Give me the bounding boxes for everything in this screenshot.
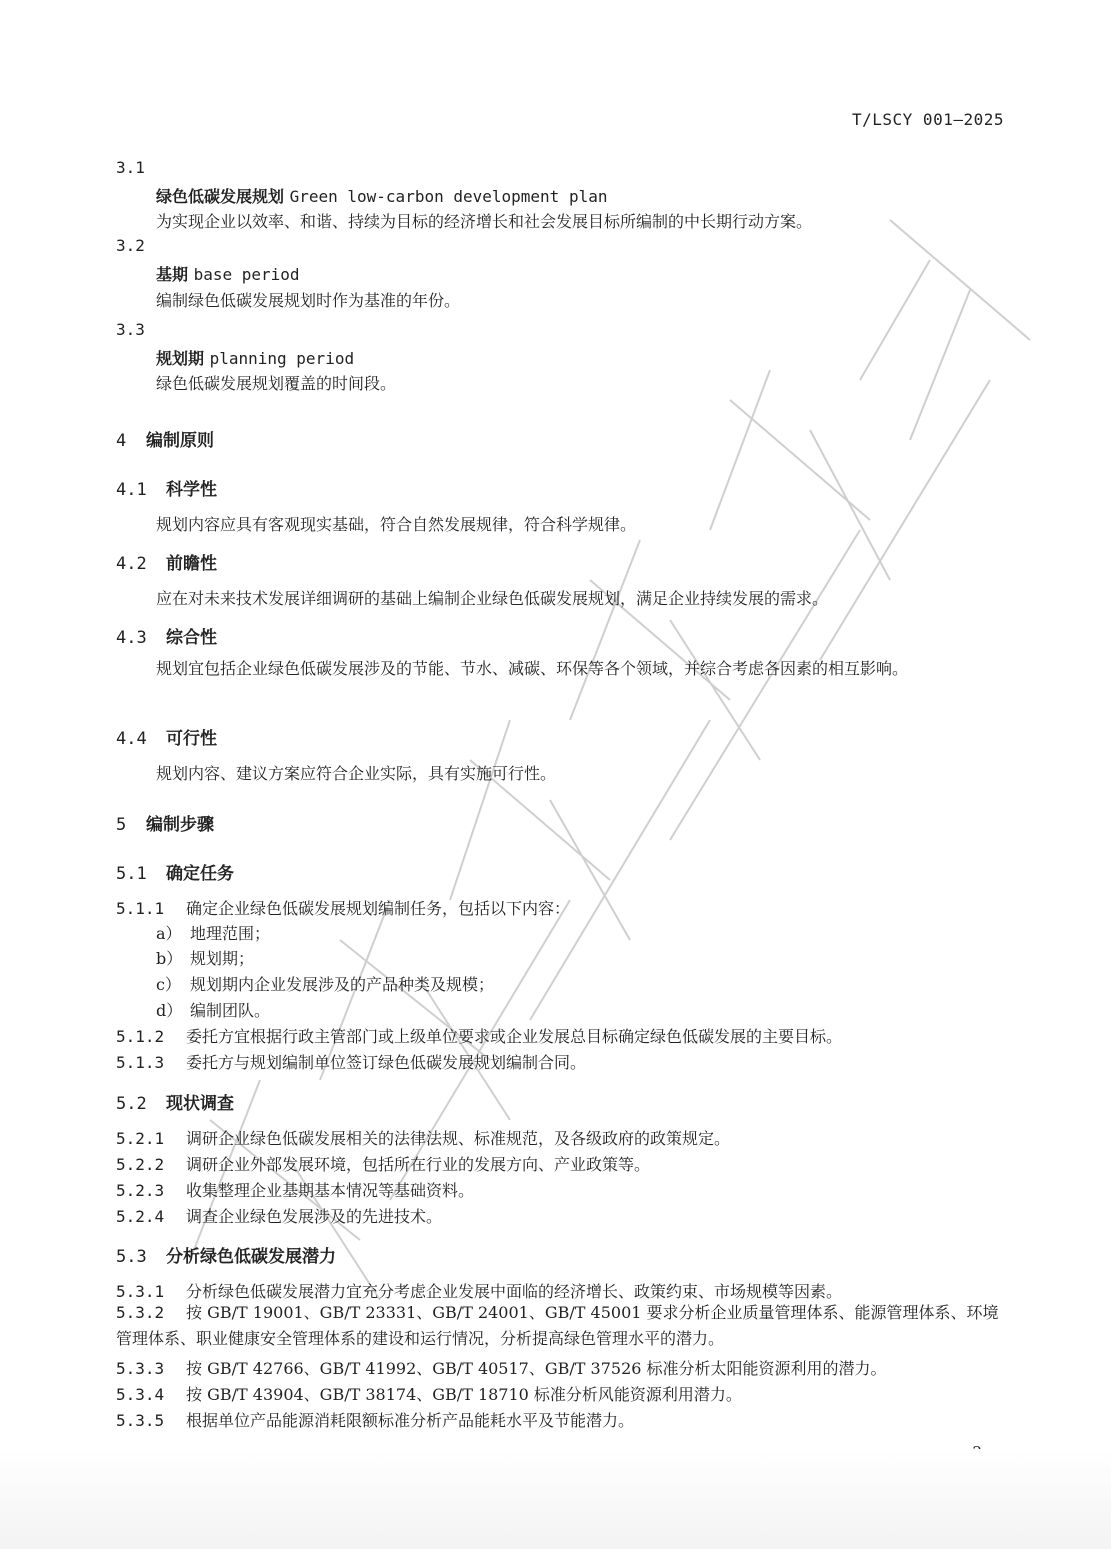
paragraph: 规划宜包括企业绿色低碳发展涉及的节能、节水、减碳、环保等各个领域，并综合考虑各因素的相互影响。 (156, 659, 909, 678)
list-text: 规划期； (190, 949, 255, 968)
clause (116, 896, 570, 919)
list-marker: b） (156, 949, 183, 968)
clause-text: 按 GB/T 43904、GB/T 38174、GB/T 18710 标准分析风能资源利用潜力。 (186, 1385, 742, 1404)
term-title-en: base period (193, 265, 300, 284)
term-definition: 为实现企业以效率、和谐、持续为目标的经济增长和社会发展目标所编制的中长期行动方案。 (156, 212, 813, 231)
paragraph: 应在对未来技术发展详细调研的基础上编制企业绿色低碳发展规划，满足企业持续发展的需求。 (156, 589, 829, 608)
subsection-number: 4.2 (116, 554, 147, 574)
section-number: 4 (116, 431, 127, 451)
term-title (156, 262, 300, 285)
subsection-number: 5.1 (116, 864, 147, 884)
clause (116, 1382, 742, 1405)
clause-number: 5.1.2 (116, 1027, 165, 1046)
clause (116, 1279, 842, 1302)
subsection-heading (116, 724, 217, 749)
subsection-number: 5.3 (116, 1247, 147, 1267)
list-item (156, 998, 270, 1021)
paragraph: 规划内容、建议方案应符合企业实际，具有实施可行性。 (156, 764, 557, 783)
clause-text: 调研企业绿色低碳发展相关的法律法规、标准规范，及各级政府的政策规定。 (186, 1129, 731, 1148)
term-title-zh: 绿色低碳发展规划 (156, 187, 285, 206)
term-number: 3.2 (116, 236, 145, 255)
subsection-number: 4.1 (116, 480, 147, 500)
subsection-title: 综合性 (166, 628, 217, 648)
subsection-title: 现状调查 (166, 1094, 234, 1114)
clause (116, 1408, 634, 1431)
section-title: 编制原则 (146, 431, 214, 451)
list-text: 地理范围； (190, 924, 271, 943)
clause-number: 5.3.3 (116, 1359, 165, 1378)
list-item (156, 946, 254, 969)
clause-text: 调研企业外部发展环境，包括所在行业的发展方向、产业政策等。 (186, 1155, 651, 1174)
subsection-heading (116, 549, 217, 574)
clause-number: 5.3.2 (116, 1303, 165, 1322)
clause (116, 1178, 474, 1201)
section-title: 编制步骤 (146, 815, 214, 835)
clause (116, 1152, 650, 1175)
clause-number: 5.3.4 (116, 1385, 165, 1404)
term-number: 3.3 (116, 320, 145, 339)
subsection-number: 4.3 (116, 628, 147, 648)
clause-number: 5.1.3 (116, 1053, 165, 1072)
list-marker: c） (156, 975, 181, 994)
clause-number: 5.1.1 (116, 899, 165, 918)
clause-number: 5.3.1 (116, 1282, 165, 1301)
term-number: 3.1 (116, 158, 145, 177)
clause-text: 按 GB/T 42766、GB/T 41992、GB/T 40517、GB/T 37526 标准分析太阳能资源利用的潜力。 (186, 1359, 887, 1378)
term-title-en: Green low-carbon development plan (289, 187, 608, 206)
subsection-title: 前瞻性 (166, 554, 217, 574)
term-title-en: planning period (209, 349, 355, 368)
list-text: 规划期内企业发展涉及的产品种类及规模； (190, 975, 495, 994)
clause-number: 5.3.5 (116, 1411, 165, 1430)
subsection-heading (116, 1242, 336, 1267)
subsection-heading (116, 1089, 234, 1114)
list-marker: a） (156, 924, 182, 943)
clause-text: 确定企业绿色低碳发展规划编制任务，包括以下内容： (186, 899, 571, 918)
document-code: T/LSCY 001—2025 (852, 110, 1004, 129)
subsection-heading (116, 623, 217, 648)
clause-text: 委托方宜根据行政主管部门或上级单位要求或企业发展总目标确定绿色低碳发展的主要目标。 (186, 1027, 843, 1046)
page-bottom-shadow (0, 1449, 1111, 1549)
paragraph: 规划内容应具有客观现实基础，符合自然发展规律，符合科学规律。 (156, 515, 637, 534)
term-definition: 绿色低碳发展规划覆盖的时间段。 (156, 374, 397, 393)
list-text: 编制团队。 (190, 1001, 271, 1020)
subsection-title: 科学性 (166, 480, 217, 500)
section-heading (116, 810, 214, 835)
section-heading (116, 426, 214, 451)
subsection-title: 可行性 (166, 729, 217, 749)
subsection-title: 确定任务 (166, 864, 234, 884)
clause-text: 根据单位产品能源消耗限额标准分析产品能耗水平及节能潜力。 (186, 1411, 635, 1430)
clause (116, 1356, 887, 1379)
clause-number: 5.2.4 (116, 1207, 165, 1226)
clause-text: 调查企业绿色发展涉及的先进技术。 (186, 1207, 443, 1226)
clause (116, 1300, 1006, 1352)
term-definition: 编制绿色低碳发展规划时作为基准的年份。 (156, 291, 461, 310)
clause (116, 1204, 442, 1227)
term-title (156, 346, 354, 369)
clause-number: 5.2.3 (116, 1181, 165, 1200)
term-title-zh: 规划期 (156, 349, 205, 368)
list-marker: d） (156, 1001, 183, 1020)
list-item (156, 972, 494, 995)
clause-text: 按 GB/T 19001、GB/T 23331、GB/T 24001、GB/T 45001 要求分析企业质量管理体系、能源管理体系、环境管理体系、职业健康安全管理体系的建设和运行情况，分析提高绿色管理水平的潜力。 (116, 1303, 999, 1348)
clause-number: 5.2.2 (116, 1155, 165, 1174)
clause-text: 委托方与规划编制单位签订绿色低碳发展规划编制合同。 (186, 1053, 587, 1072)
clause-text: 收集整理企业基期基本情况等基础资料。 (186, 1181, 475, 1200)
clause-text: 分析绿色低碳发展潜力宜充分考虑企业发展中面临的经济增长、政策约束、市场规模等因素。 (186, 1282, 843, 1301)
clause (116, 1050, 586, 1073)
term-title-zh: 基期 (156, 265, 189, 284)
section-number: 5 (116, 815, 127, 835)
subsection-heading (116, 475, 217, 500)
clause-number: 5.2.1 (116, 1129, 165, 1148)
subsection-number: 5.2 (116, 1094, 147, 1114)
subsection-number: 4.4 (116, 729, 147, 749)
list-item (156, 921, 270, 944)
clause (116, 1024, 842, 1047)
subsection-title: 分析绿色低碳发展潜力 (166, 1247, 336, 1267)
subsection-heading (116, 859, 234, 884)
clause (116, 1126, 730, 1149)
term-title (156, 184, 607, 207)
